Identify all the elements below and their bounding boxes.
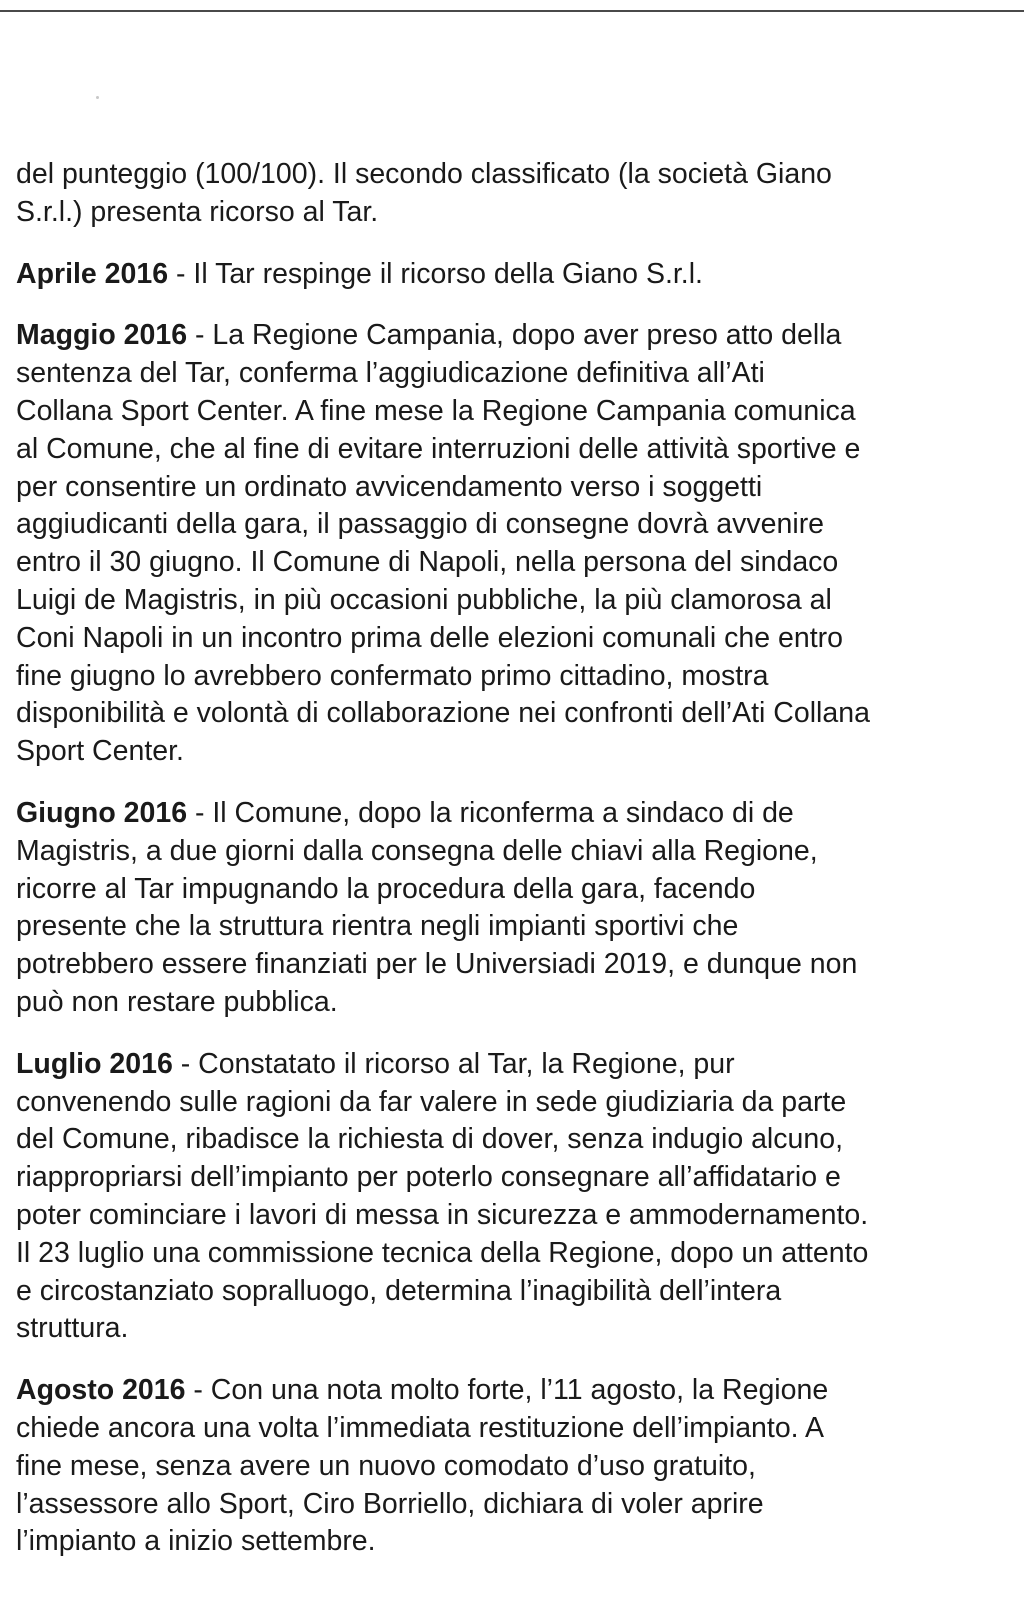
- paragraph-line: [16, 393, 1016, 431]
- line-text: Luigi de Magistris, in più occasioni pubbliche, la più clamorosa al: [16, 583, 832, 616]
- line-text: e circostanziato sopralluogo, determina l’inagibilità dell’intera: [16, 1274, 782, 1307]
- timeline-paragraph: [16, 256, 1016, 294]
- paragraph-line: [16, 984, 1016, 1022]
- paragraph-line: [16, 658, 1016, 696]
- date-heading: Luglio 2016: [16, 1047, 173, 1080]
- timeline-paragraph: [16, 795, 1016, 1022]
- line-text: - Con una nota molto forte, l’11 agosto, la Regione: [185, 1374, 829, 1407]
- line-text: per consentire un ordinato avvicendamento verso i soggetti: [16, 470, 763, 503]
- paragraph-line: [16, 355, 1016, 393]
- line-text: del Comune, ribadisce la richiesta di dover, senza indugio alcuno,: [16, 1123, 843, 1156]
- paragraph-line: [16, 317, 1016, 355]
- timeline-paragraph: [16, 1046, 1016, 1348]
- date-heading: Aprile 2016: [16, 257, 169, 290]
- line-text: del punteggio (100/100). Il secondo classificato (la società Giano: [16, 158, 832, 190]
- line-text: disponibilità e volontà di collaborazione nei confronti dell’Ati Collana: [16, 697, 870, 730]
- paragraph-line: [16, 695, 1016, 733]
- scan-speck: [96, 96, 99, 99]
- date-heading: Agosto 2016: [16, 1374, 186, 1407]
- line-text: - Constatato il ricorso al Tar, la Regione, pur: [172, 1047, 735, 1080]
- line-text: riappropriarsi dell’impianto per poterlo consegnare all’affidatario e: [16, 1161, 841, 1194]
- paragraph-line: [16, 833, 1016, 871]
- document-body: [16, 156, 1016, 1561]
- paragraph-line: [16, 469, 1016, 507]
- line-text: S.r.l.) presenta ricorso al Tar.: [16, 195, 379, 228]
- paragraph-line: [16, 1235, 1016, 1273]
- line-text: l’assessore allo Sport, Ciro Borriello, dichiara di voler aprire: [16, 1487, 764, 1520]
- paragraph-line: [16, 194, 1016, 232]
- line-text: l’impianto a inizio settembre.: [16, 1525, 376, 1558]
- paragraph-line: [16, 946, 1016, 984]
- date-heading: Maggio 2016: [16, 319, 188, 352]
- line-text: struttura.: [16, 1312, 129, 1345]
- line-text: - Il Tar respinge il ricorso della Giano S.r.l.: [168, 257, 703, 290]
- line-text: poter cominciare i lavori di messa in sicurezza e ammodernamento.: [16, 1198, 869, 1231]
- paragraph-line: [16, 1159, 1016, 1197]
- paragraph-line: [16, 620, 1016, 658]
- line-text: entro il 30 giugno. Il Comune di Napoli, nella persona del sindaco: [16, 546, 839, 579]
- line-text: aggiudicanti della gara, il passaggio di consegne dovrà avvenire: [16, 508, 825, 541]
- line-text: - La Regione Campania, dopo aver preso atto della: [187, 319, 842, 352]
- paragraph-line: [16, 1448, 1016, 1486]
- paragraph-line: [16, 1410, 1016, 1448]
- paragraph-line: [16, 256, 1016, 294]
- paragraph-line: [16, 1121, 1016, 1159]
- line-text: sentenza del Tar, conferma l’aggiudicazione definitiva all’Ati: [16, 357, 765, 390]
- paragraph-line: [16, 544, 1016, 582]
- line-text: convenendo sulle ragioni da far valere in sede giudiziaria da parte: [16, 1085, 847, 1118]
- line-text: Coni Napoli in un incontro prima delle elezioni comunali che entro: [16, 621, 843, 654]
- paragraph-line: [16, 1273, 1016, 1311]
- timeline-paragraph: [16, 317, 1016, 771]
- paragraph-line: [16, 156, 1016, 194]
- paragraph-line: [16, 1197, 1016, 1235]
- line-text: al Comune, che al fine di evitare interruzioni delle attività sportive e: [16, 432, 861, 465]
- line-text: Magistris, a due giorni dalla consegna delle chiavi alla Regione,: [16, 834, 818, 867]
- line-text: potrebbero essere finanziati per le Universiadi 2019, e dunque non: [16, 948, 858, 981]
- paragraph-line: [16, 795, 1016, 833]
- line-text: fine mese, senza avere un nuovo comodato d’uso gratuito,: [16, 1449, 756, 1482]
- page-top-rule: [0, 10, 1024, 12]
- line-text: Sport Center.: [16, 735, 184, 768]
- line-text: ricorre al Tar impugnando la procedura della gara, facendo: [16, 872, 756, 905]
- date-heading: Giugno 2016: [16, 796, 188, 829]
- paragraph-line: [16, 1372, 1016, 1410]
- line-text: fine giugno lo avrebbero confermato primo cittadino, mostra: [16, 659, 769, 692]
- paragraph-line: [16, 1046, 1016, 1084]
- line-text: può non restare pubblica.: [16, 985, 338, 1018]
- paragraph-line: [16, 1310, 1016, 1348]
- paragraph-line: [16, 733, 1016, 771]
- paragraph-line: [16, 1486, 1016, 1524]
- timeline-paragraph: [16, 156, 1016, 232]
- line-text: Collana Sport Center. A fine mese la Regione Campania comunica: [16, 394, 856, 427]
- paragraph-line: [16, 582, 1016, 620]
- line-text: chiede ancora una volta l’immediata restituzione dell’impianto. A: [16, 1411, 824, 1444]
- paragraph-line: [16, 506, 1016, 544]
- paragraph-line: [16, 431, 1016, 469]
- timeline-paragraph: [16, 1372, 1016, 1561]
- paragraph-line: [16, 1084, 1016, 1122]
- paragraph-line: [16, 908, 1016, 946]
- line-text: Il 23 luglio una commissione tecnica della Regione, dopo un attento: [16, 1236, 869, 1269]
- line-text: presente che la struttura rientra negli impianti sportivi che: [16, 910, 739, 943]
- paragraph-line: [16, 1523, 1016, 1561]
- line-text: - Il Comune, dopo la riconferma a sindaco di de: [187, 796, 794, 829]
- paragraph-line: [16, 871, 1016, 909]
